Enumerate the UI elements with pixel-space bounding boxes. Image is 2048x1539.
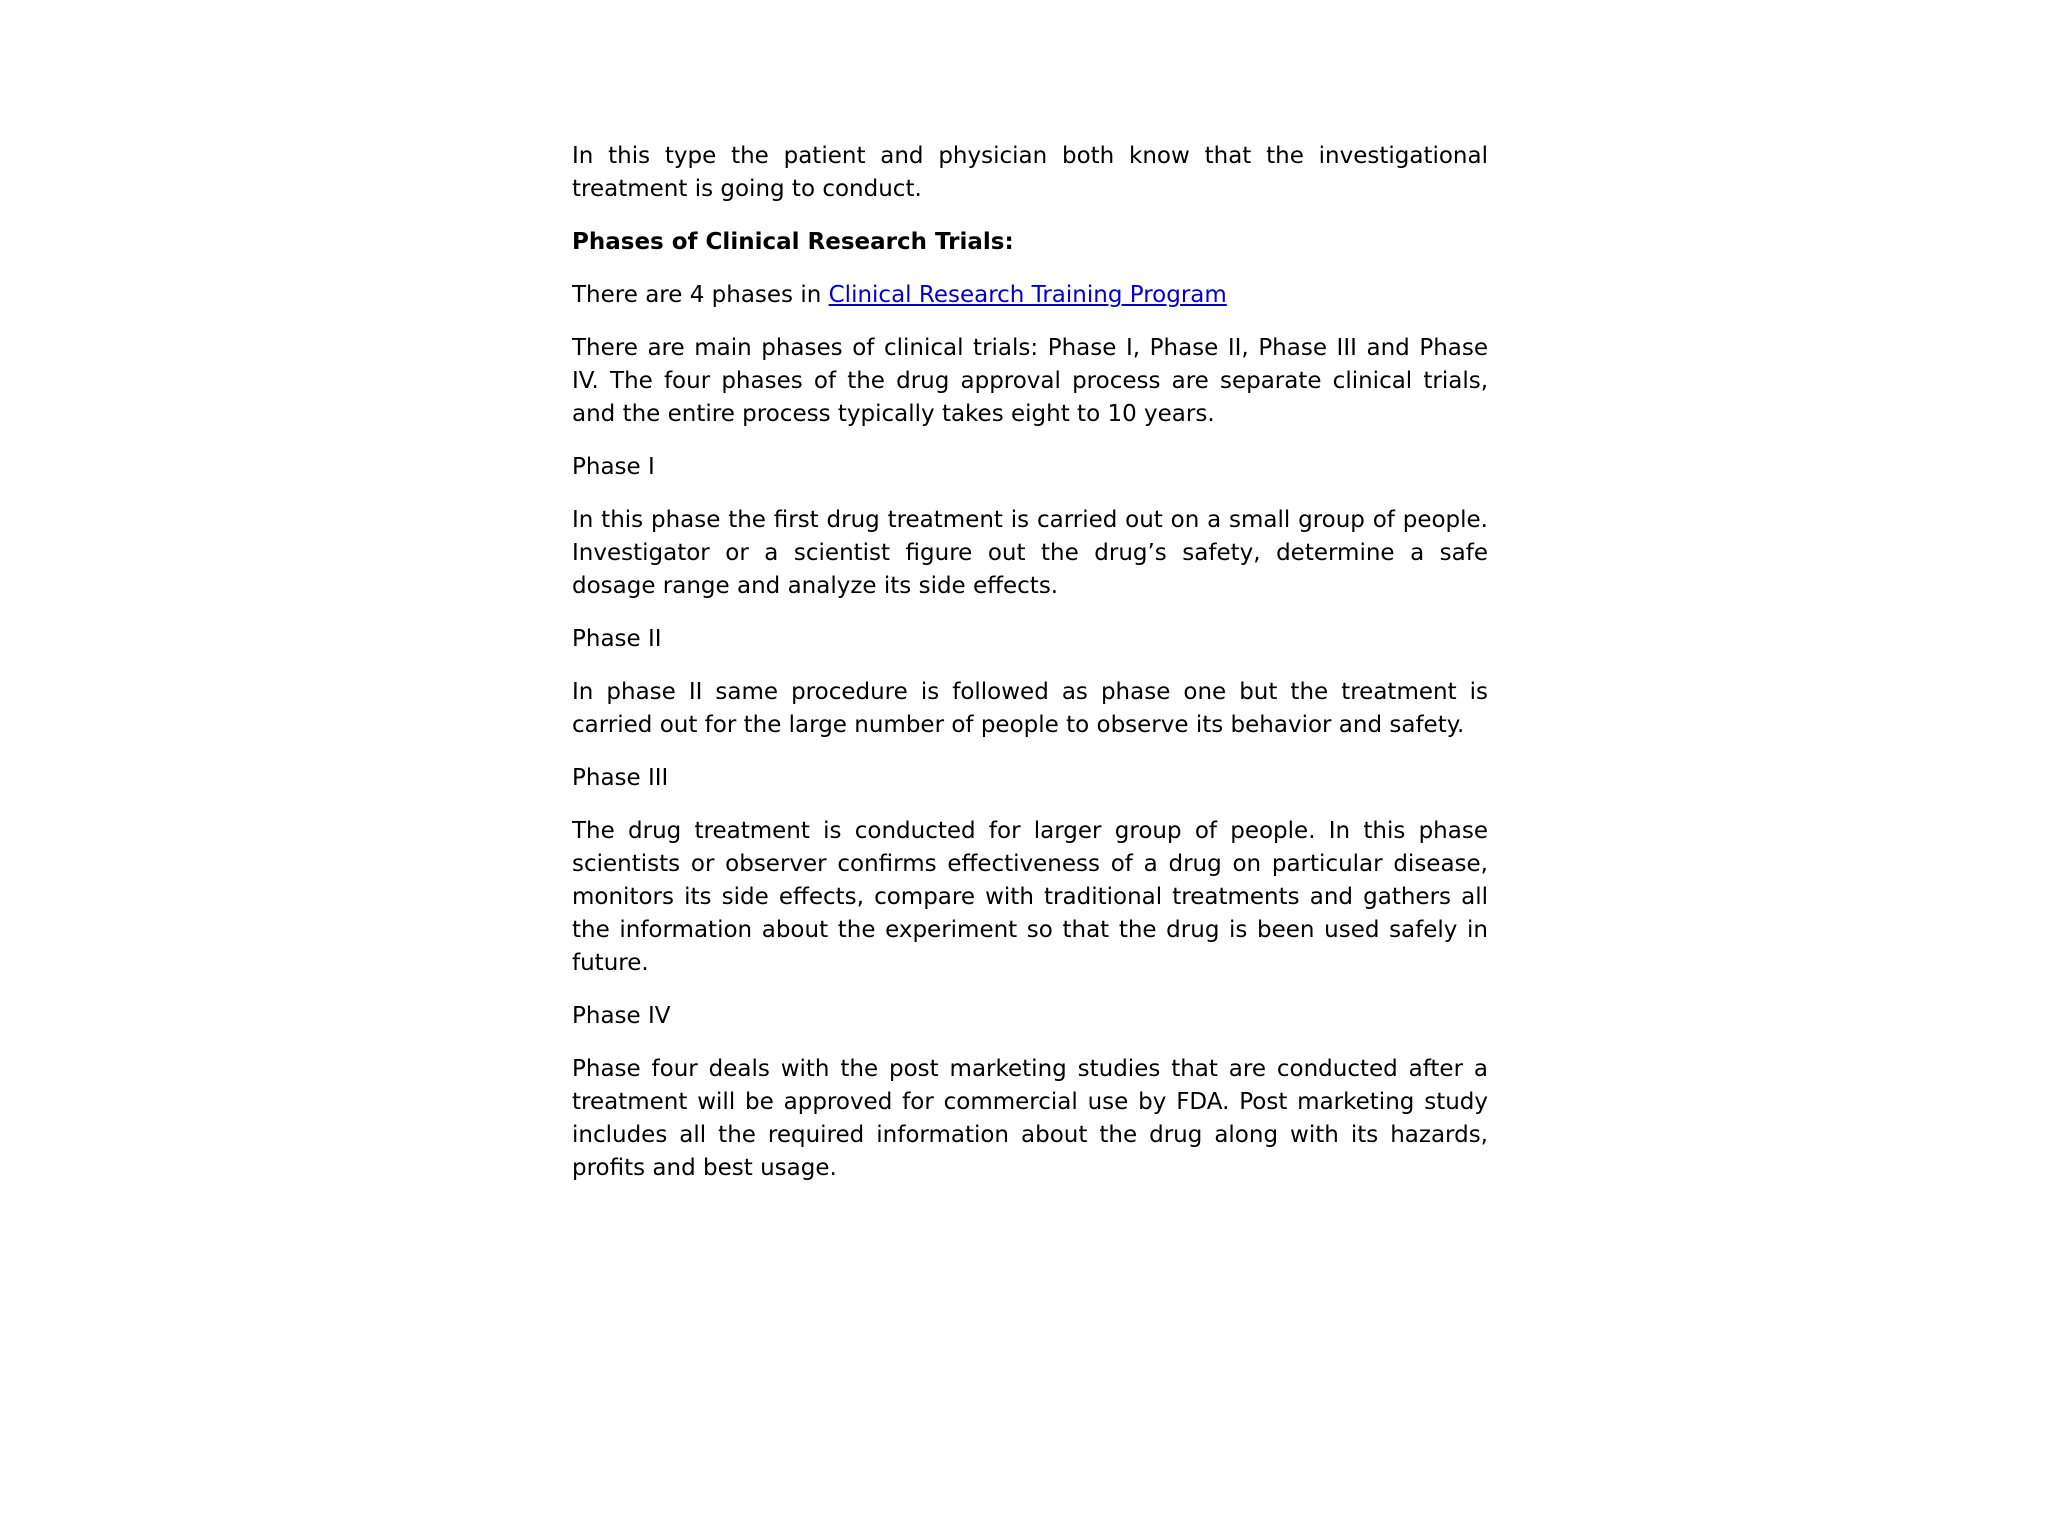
section-heading: Phases of Clinical Research Trials: <box>572 229 1014 255</box>
phase-4-title: Phase IV <box>572 1003 671 1029</box>
intro-paragraph: In this type the patient and physician both know that the investigational treatment is going to conduct. <box>572 143 1488 202</box>
phase-2-title: Phase II <box>572 626 662 652</box>
phase-3-title: Phase III <box>572 765 669 791</box>
phase-4-paragraph: Phase four deals with the post marketing studies that are conducted after a treatment will be approved for commercial use by FDA. Post marketing study includes all the required information about the drug along with its hazards, profits and best usage. <box>572 1056 1488 1181</box>
phase-2-paragraph: In phase II same procedure is followed as phase one but the treatment is carried out for the large number of people to observe its behavior and safety. <box>572 679 1488 738</box>
training-program-link[interactable]: Clinical Research Training Program <box>828 282 1227 308</box>
phase-1-title: Phase I <box>572 454 655 480</box>
phases-count-paragraph <box>572 279 1488 312</box>
phases-count-prefix: There are 4 phases in <box>572 282 829 308</box>
phase-3-paragraph: The drug treatment is conducted for larger group of people. In this phase scientists or observer confirms effectiveness of a drug on particular disease, monitors its side effects, compare with traditional treatments and gathers all the information about the experiment so that the drug is been used safely in future. <box>572 818 1488 976</box>
document-body <box>572 140 1488 1205</box>
overview-paragraph: There are main phases of clinical trials: Phase I, Phase II, Phase III and Phase IV. The four phases of the drug approval process are separate clinical trials, and the entire process typically takes eight to 10 years. <box>572 335 1488 427</box>
phase-1-paragraph: In this phase the first drug treatment is carried out on a small group of people. Investigator or a scientist figure out the drug’s safety, determine a safe dosage range and analyze its side effects. <box>572 507 1488 599</box>
